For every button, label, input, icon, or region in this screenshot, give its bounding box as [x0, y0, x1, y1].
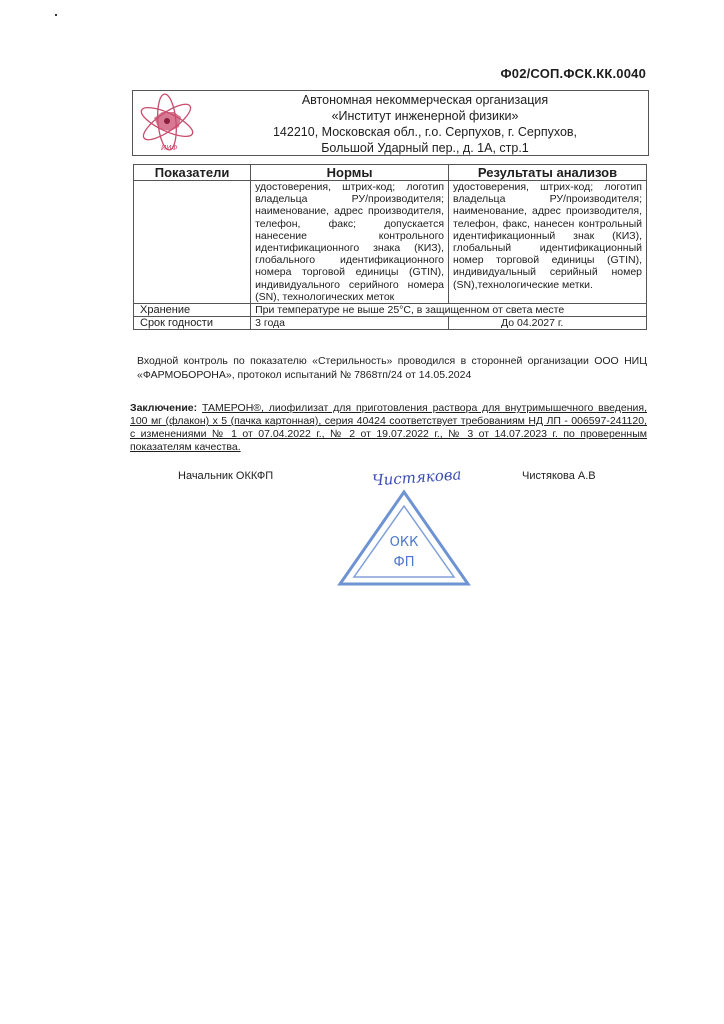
org-name: Автономная некоммерческая организация — [301, 93, 549, 107]
signature-script: Чистякова — [371, 465, 463, 490]
table-row-storage — [134, 304, 647, 317]
results-table — [133, 164, 647, 330]
table-row-shelf-life — [134, 317, 647, 330]
shelf-norm-cell: 3 года — [251, 317, 449, 330]
conclusion — [130, 402, 647, 454]
header-text — [210, 92, 640, 156]
document-code: Ф02/СОП.ФСК.КК.0040 — [500, 66, 646, 81]
shelf-result-cell: До 04.2027 г. — [449, 317, 647, 330]
stamp-text-2: ФП — [393, 555, 415, 570]
header-indicators: Показатели — [134, 165, 251, 181]
marking-label-cell — [134, 181, 251, 304]
signer-title: Начальник ОККФП — [178, 470, 274, 482]
table-header-row — [134, 165, 647, 181]
institute-logo-icon — [134, 90, 200, 154]
table-row-marking — [134, 181, 647, 304]
logo-caption: ИИФ — [161, 144, 178, 152]
header-results: Результаты анализов — [449, 165, 647, 181]
address-line-1: 142210, Московская обл., г.о. Серпухов, г. Серпухов, — [272, 125, 578, 139]
conclusion-label: Заключение: — [130, 402, 198, 414]
storage-norm-cell: При температуре не выше 25°С, в защищенном от света месте — [251, 304, 647, 317]
address-line-2: Большой Ударный пер., д. 1А, стр.1 — [321, 141, 529, 155]
storage-label-cell: Хранение — [134, 304, 251, 317]
sterility-note: Входной контроль по показателю «Стерильность» проводился в сторонней организации ООО НИЦ «ФАРМОБОРОНА», протокол испытаний № 7868тп/24 от 14.05.2024 — [137, 355, 647, 381]
marking-norm-cell: удостоверения, штрих-код; логотип владельца РУ/производителя; наименование, адрес производителя, телефон, факс; допускается нанесение контрольного идентификационного знака (КИЗ), глобального идентификационного номера торговой единицы (GTIN), индивидуального серийного номера (SN), технологических меток — [251, 181, 449, 304]
scan-speck — [55, 14, 57, 16]
header-norms: Нормы — [251, 165, 449, 181]
shelf-label-cell: Срок годности — [134, 317, 251, 330]
conclusion-text: ТАМЕРОН®, лиофилизат для приготовления раствора для внутримышечного введения, 100 мг (флакон) х 5 (пачка картонная), серия 40424 соответствует требованиям НД ЛП - 006597-241120, с изменениями № 1 от 07.04.2022 г., № 2 от 19.07.2022 г., № 3 от 14.07.2023 г. по проверенным показателям качества. — [130, 402, 647, 453]
institute-name: «Институт инженерной физики» — [331, 109, 519, 123]
signer-name: Чистякова А.В — [522, 470, 596, 482]
marking-result-cell: удостоверения, штрих-код; логотип владельца РУ/производителя; наименование, адрес производителя, телефон, факс, нанесен контрольный идентификационный знак (КИЗ), глобальный идентификационный номер торговой единицы (GTIN), индивидуальный серийный номер (SN),технологические метки. — [449, 181, 647, 304]
stamp-text-1: ОКК — [389, 535, 419, 550]
quality-control-stamp — [336, 488, 472, 588]
